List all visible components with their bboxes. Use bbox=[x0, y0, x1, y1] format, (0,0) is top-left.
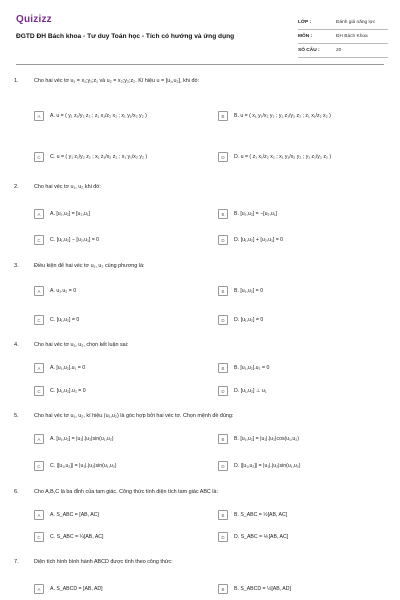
meta-label: MÔN : bbox=[298, 34, 313, 39]
option-b[interactable] bbox=[218, 110, 386, 122]
option-c[interactable] bbox=[34, 234, 202, 246]
option-text: B. [u₁,u₂] = −[u₂,u₁] bbox=[234, 211, 277, 217]
question-number: 7. bbox=[14, 559, 19, 565]
option-text: A. [u₁,u₂] = |u₁|.|u₂|sin(u₁,u₂) bbox=[50, 436, 114, 442]
option-letter-box: C bbox=[34, 461, 44, 471]
meta-value: Đánh giá năng lực bbox=[336, 20, 376, 25]
option-c[interactable] bbox=[34, 460, 202, 472]
document-title: ĐGTD ĐH Bách khoa - Tư duy Toán học - Tích có hướng và ứng dụng bbox=[16, 33, 235, 40]
option-b[interactable] bbox=[218, 583, 386, 595]
option-text: B. [u₁,u₂].u₂ = 0 bbox=[234, 365, 270, 371]
option-c[interactable] bbox=[34, 151, 202, 163]
option-c[interactable] bbox=[34, 314, 202, 326]
option-letter-box: D bbox=[218, 235, 228, 245]
option-text: C. S_ABC = ¼[AB, AC] bbox=[50, 534, 104, 540]
option-text: D. |[u₁,u₂]| = |u₁|.|u₂|sin(u₁,u₂) bbox=[234, 463, 301, 469]
option-d[interactable] bbox=[218, 234, 386, 246]
question-number: 6. bbox=[14, 489, 19, 495]
meta-row-class bbox=[298, 16, 388, 30]
option-letter-box: B bbox=[218, 434, 228, 444]
option-letter-box: C bbox=[34, 386, 44, 396]
question-number: 5. bbox=[14, 413, 19, 419]
option-letter-box: C bbox=[34, 315, 44, 325]
option-letter-box: D bbox=[218, 315, 228, 325]
option-text: B. u = ( x₁ y₁/x₂ y₂ ; y₁ z₁/y₂ z₂ ; z₁ x₁/z₂ x₂ ) bbox=[234, 113, 331, 119]
option-letter-box: A bbox=[34, 209, 44, 219]
question-text: Điều kiện để hai véc tơ u₁, u₂ cùng phương là: bbox=[34, 263, 145, 269]
option-b[interactable] bbox=[218, 433, 386, 445]
option-a[interactable] bbox=[34, 509, 202, 521]
meta-label: LỚP : bbox=[298, 20, 312, 25]
option-b[interactable] bbox=[218, 208, 386, 220]
meta-label: SỐ CÂU : bbox=[298, 48, 320, 53]
option-text: D. [u₁,u₂] = 0 bbox=[234, 317, 264, 323]
option-text: A. [u₁,u₂].u₁ = 0 bbox=[50, 365, 86, 371]
question-text: Cho hai véc tơ u₁, u₂, kí hiệu (u₁,u₂) là góc hợp bởi hai véc tơ. Chọn mệnh đề đúng: bbox=[34, 413, 234, 419]
question-number: 1. bbox=[14, 78, 19, 84]
option-c[interactable] bbox=[34, 385, 202, 397]
option-text: B. [u₁,u₂] = |u₁|.|u₂|cos(u₁,u₂) bbox=[234, 436, 299, 442]
option-text: B. S_ABCD = ½[AB, AD] bbox=[234, 586, 291, 592]
option-text: A. S_ABC = [AB, AC] bbox=[50, 512, 99, 518]
option-text: C. [u₁,u₂] = 0 bbox=[50, 317, 80, 323]
option-text: A. u = ( y₁ z₁/y₂ z₂ ; z₁ x₁/z₂ x₂ ; x₁ y₁/x₂ y₂ ) bbox=[50, 113, 147, 119]
option-letter-box: A bbox=[34, 286, 44, 296]
question-text: Cho A,B,C là ba đỉnh của tam giác. Công thức tính diện tích tam giác ABC là: bbox=[34, 489, 218, 495]
option-a[interactable] bbox=[34, 285, 202, 297]
worksheet-meta bbox=[298, 16, 388, 58]
option-letter-box: D bbox=[218, 386, 228, 396]
option-text: C. |[u₁,u₂]| = |u₁|.|u₂|sin(u₁,u₂) bbox=[50, 463, 117, 469]
meta-row-count bbox=[298, 44, 388, 58]
option-d[interactable] bbox=[218, 531, 386, 543]
option-letter-box: B bbox=[218, 363, 228, 373]
option-d[interactable] bbox=[218, 460, 386, 472]
question-text: Cho hai véc tơ u₁ = x₁;y₁;z₁ và u₂ = x₂;y₂;z₂. Kí hiệu u = [u₁,u₂], khi đó: bbox=[34, 78, 199, 84]
option-letter-box: B bbox=[218, 510, 228, 520]
option-d[interactable] bbox=[218, 385, 386, 397]
option-a[interactable] bbox=[34, 433, 202, 445]
option-letter-box: B bbox=[218, 209, 228, 219]
option-text: A. u₁.u₂ = 0 bbox=[50, 288, 77, 294]
question-number: 2. bbox=[14, 184, 19, 190]
option-letter-box: D bbox=[218, 532, 228, 542]
option-b[interactable] bbox=[218, 362, 386, 374]
option-a[interactable] bbox=[34, 583, 202, 595]
option-text: C. [u₁,u₂].u₂ = 0 bbox=[50, 388, 86, 394]
option-d[interactable] bbox=[218, 151, 386, 163]
meta-value: 20 bbox=[336, 48, 342, 53]
option-d[interactable] bbox=[218, 314, 386, 326]
option-letter-box: C bbox=[34, 152, 44, 162]
question-text: Cho hai véc tơ u₁, u₂, chọn kết luận sai: bbox=[34, 342, 129, 348]
header-divider bbox=[16, 64, 384, 65]
option-a[interactable] bbox=[34, 110, 202, 122]
option-text: A. S_ABCD = [AB, AD] bbox=[50, 586, 103, 592]
option-letter-box: A bbox=[34, 434, 44, 444]
meta-value: ĐH Bách Khoa bbox=[336, 34, 368, 39]
option-letter-box: B bbox=[218, 584, 228, 594]
option-letter-box: D bbox=[218, 152, 228, 162]
option-b[interactable] bbox=[218, 285, 386, 297]
option-text: C. [u₁,u₂] − [u₂,u₁] = 0 bbox=[50, 237, 100, 243]
option-letter-box: C bbox=[34, 532, 44, 542]
option-text: D. [u₁,u₂] + [u₂,u₁] = 0 bbox=[234, 237, 284, 243]
question-number: 4. bbox=[14, 342, 19, 348]
quizizz-logo: Quizizz bbox=[16, 14, 52, 25]
option-b[interactable] bbox=[218, 509, 386, 521]
option-letter-box: A bbox=[34, 363, 44, 373]
option-letter-box: B bbox=[218, 111, 228, 121]
meta-row-subject bbox=[298, 30, 388, 44]
option-letter-box: C bbox=[34, 235, 44, 245]
question-text: Diện tích hình bình hành ABCD được tính theo công thức: bbox=[34, 559, 173, 565]
option-text: B. [u₁,u₂] = 0 bbox=[234, 288, 263, 294]
option-text: C. u = ( y₁ z₁/y₂ z₂ ; x₁ z₁/x₂ z₂ ; x₁ y₁/x₂ y₂ ) bbox=[50, 154, 148, 160]
option-letter-box: B bbox=[218, 286, 228, 296]
option-text: D. [u₁,u₂] ⊥ u₁ bbox=[234, 388, 267, 394]
option-letter-box: A bbox=[34, 510, 44, 520]
option-text: A. [u₁,u₂] = [u₂,u₁] bbox=[50, 211, 90, 217]
option-text: D. S_ABC = ⅙[AB, AC] bbox=[234, 534, 289, 540]
option-a[interactable] bbox=[34, 362, 202, 374]
option-letter-box: A bbox=[34, 111, 44, 121]
option-a[interactable] bbox=[34, 208, 202, 220]
option-c[interactable] bbox=[34, 531, 202, 543]
question-number: 3. bbox=[14, 263, 19, 269]
option-letter-box: D bbox=[218, 461, 228, 471]
option-letter-box: A bbox=[34, 584, 44, 594]
option-text: D. u = ( z₁ x₁/z₂ x₂ ; x₁ y₁/x₂ y₂ ; y₁ z₁/y₂ z₂ ) bbox=[234, 154, 332, 160]
option-text: B. S_ABC = ½[AB, AC] bbox=[234, 512, 288, 518]
question-text: Cho hai véc tơ u₁, u₂ khi đó: bbox=[34, 184, 101, 190]
